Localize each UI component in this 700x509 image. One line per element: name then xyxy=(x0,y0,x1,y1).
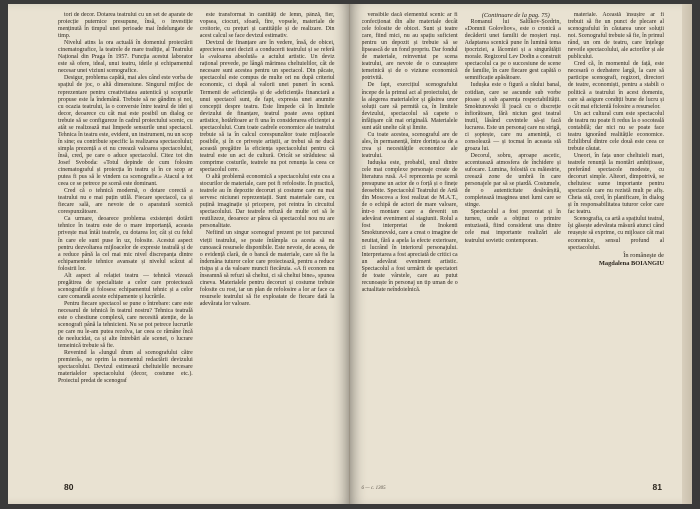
paragraph: Romanul lui Saltîkov-Șcedrin, «Domnii Golovliov», este o cronică a decăderii unei familii de moșieri ruși. Adaptarea scenică pune în lumină tema ipocriziei, a lăcomiei și a singurătății morale. Regizorul Lev Dodin a construit spectacolul ca pe o succesiune de scene de familie, în care fiecare gest capătă o semnificație apăsătoare. xyxy=(464,19,561,82)
page-number-left: 80 xyxy=(64,482,74,492)
paragraph: Nefiind un singur scenograf prezent pe tot parcursul vieții teatrului, se poate întâmpla ca acesta să nu cunoască resursele disponibile. Este nevoie, de aceea, de o evidență clară, de o bancă de materiale, care să fie la îndemâna tuturor celor care proiectează, pentru a reduce risipa și a da valoare muncii fiecăruia. «A fi econom nu înseamnă să refuzi să cheltui, ci să cheltui bine», spunea cineva. Materialele pentru decoruri și costume trebuie folosite cu rost, iar un plan de refolosire a lor ar face ca resursele teatrului să fie exploatate de fiecare dată la adevărata lor valoare. xyxy=(199,230,335,307)
paragraph: Decorul, sobru, aproape ascetic, accentuează atmosfera de închidere și sufocare. Lumina, folosită cu măiestrie, creează zone de umbră în care personajele par să se piardă. Costumele, de o autenticitate desăvârșită, completează imaginea unei lumi care se stinge. xyxy=(464,152,561,209)
right-page-column-2 xyxy=(465,12,561,478)
paragraph: Scenografia, ca artă a spațiului teatral, își găsește adevărata măsură atunci când reușește să exprime, cu mijloace cât mai economice, sensul profund al spectacolului. xyxy=(567,216,665,251)
right-page xyxy=(350,4,693,504)
right-column-3-text xyxy=(568,12,664,252)
paragraph: Nivelul atins la ora actuală în domeniul proiectării cinematografice, la teatrele de mare tradiție, al Teatrului Național din Praga în 1957. Funcția acestui laborator este să ofere, ideal, unui teatru, ideile și echipamentul necesar unei viziuni scenografice. xyxy=(58,40,193,75)
paragraph: Iudușka este o figură a răului banal, cotidian, care se ascunde sub vorbe pioase și sub aparența respectabilității. Smoktunovski îl joacă cu o discreție înfiorătoare, fără niciun gest teatral inutil, lăsând cuvintele să-și facă lucrarea. Este un personaj care nu strigă, ci șoptește, care nu amenință, ci consolează — și tocmai în aceasta stă groaza lui. xyxy=(464,82,561,152)
left-page-column-1 xyxy=(58,12,193,478)
translator-credit xyxy=(568,252,664,268)
right-page-column-3 xyxy=(568,12,664,478)
paragraph: Spectacolul a fost prezentat și în turneu, unde a obținut o primire entuziastă, fiind considerat una dintre cele mai importante realizări ale teatrului sovietic contemporan. xyxy=(464,209,561,244)
page-number-right: 81 xyxy=(652,482,662,492)
paragraph: materiale. Această însușire ar fi trebuit să fie un punct de plecare al scenografului în căutarea unor soluții noi. Scenograful trebuie să fie, în primul rând, un om de teatru, care înțelege nevoile spectacolului, ale actorilor și ale publicului. xyxy=(567,12,665,61)
paragraph: Devizul de finanțare are în vedere, însă, de obicei, aprecierea unei decizii a conducerii teatrului și se referă la «valoarea absolută» a actului artistic. Un deviz rațional prevede, pe lângă mărimea cheltuielilor, cât de necesare sunt acestea pentru un spectacol. Din păcate, spectacolul este compus de multe ori nu după criteriul economic, ci după al valorii unei puneri în scenă. Termenii de «eficiență» și de «deficiență» financiară a unui spectacol sunt, de fapt, expresia unei anumite concepții despre teatru. Este limpede că în limitele devizului de finanțare, teatrul poate avea opțiuni artistice, hotărîtoare ar fi una în considerarea eficienței a spectacolului. Cum toate cadrele economice ale teatrului trebuie să ia în calcul corespunzător toate mijloacele posibile, și în ce privește artiștii, ar trebui să ne ducă această pregătire la eficiența spectacolului pentru că teatrul este un act de cultură. Oricât se străduiesc să comprime costurile, teatrele nu pot renunța la ceea ce spectacolul cere. xyxy=(199,40,335,174)
paragraph: Desigur, problema capătă, mai ales când este vorba de spațiul de joc, o altă dimensiune. Singurul mijloc de reprezentare pentru creativitatea autentică și scopurile propuse este la îndemână. Trebuie să ne gândim și noi, cu ocazia teatrului, la o conversie între teatrul de idei și decor, deoarece cu cât mai este posibil un dialog ce trebuie să se configureze în cadrul proiectului scenic, cu atât se realizează mai limpede sensurile unui spectacol. Tehnica în teatru este, evident, un instrument, nu un scop în sine; ea contribuie specific la realizarea spectacolului; simpla prezență a ei nu creează valoarea spectacolului, însă, cred, pe care o aduce spectacolul. Citez tot din Josef Svoboda: «Totul depinde de cum folosim cinematograful și proiecția în teatru și în ce scop ar putea fi pus să le vindem ca scenografie.» Atacul a tot ceea ce se petrece pe scenă este dominant. xyxy=(58,75,193,188)
credit-prefix: În româneşte de xyxy=(623,251,665,259)
paragraph: este transformat în cantități de lemn, pânză, fier, vopsea, ciocuri, sfoară, fire, vopsele, materiale de croitorie, cu prețuri și cantitățile și de realizare. Din acest calcul se face devizul estimativ. xyxy=(199,12,335,40)
paragraph: De fapt, exercițiul scenografului începe de la primul act al proiectului, de la alegerea materialelor și găsirea unor soluții care să permită ca, în limitele devizului, spectacolul să capete o înfățișare cât mai originală. Materialele sunt atât unelte cât și limite. xyxy=(361,82,458,131)
magazine-spread xyxy=(8,4,692,504)
translator-name: Magdalena BOIANGIU xyxy=(598,259,665,267)
continuation-note: (Continuare de la pag. 75) xyxy=(481,12,550,19)
right-column-2-text xyxy=(465,19,561,245)
paragraph: Un act cultural cum este spectacolul de teatru nu poate fi redus la o socoteală contabilă; dar nici nu se poate face teatru ignorând realitățile economice. Echilibrul dintre cele două este ceea ce trebuie căutat. xyxy=(567,110,665,152)
paragraph: Cred că, în momentul de față, este necesară o dezbatere largă, la care să participe scenografi, regizori, directori de teatre, economiști, pentru a stabili o politică a teatrului în acest domeniu, care să asigure condiții bune de lucru și o cât mai eficientă folosire a resurselor. xyxy=(567,61,665,110)
left-page xyxy=(8,4,349,504)
left-page-columns xyxy=(58,12,335,478)
right-column-1-text xyxy=(362,12,458,294)
paragraph: Cu toate acestea, scenograful are de ales, în permanență, între dorința sa de a crea și necesitățile economice ale teatrului. xyxy=(361,131,458,159)
paragraph: Revenind la «lungul drum al scenografului către premieră», ne oprim la momentul redactării devizului spectacolului. Devizul estimează cheltuielile necesare materialelor spectacolului (decor, costume etc.). Proiectul predat de scenograf xyxy=(58,350,193,385)
right-page-column-1 xyxy=(362,12,458,478)
left-page-column-2 xyxy=(200,12,335,478)
page-edge xyxy=(682,4,692,504)
paragraph: Alt aspect al relației teatru — tehnică vizează pregătirea de specialitate a celor care proiectează scenografiile și folosesc echipamentul tehnic și a celor care comandă aceste echipamente și lucrările. xyxy=(58,272,193,300)
paragraph: vensibile dacă elementul scenic ar fi confecționat din alte materiale decât cele folosite de obicei. Sunt și teatre care, fiind mici, nu au spațiu suficient pentru un depozit și trebuie să se lipsească de un fond propriu. Dar fondul de materiale, reinventat pe scena teatrului, are nevoie de o cunoaștere temeinică și de o viziune economică potrivită. xyxy=(361,12,458,82)
right-page-columns xyxy=(362,12,665,478)
paragraph: O altă problemă economică a spectacolului este cea a stocurilor de materiale, care pot fi refolosite. În practică, teatrele au în depozite decoruri și costume care nu mai servesc niciunei reprezentații. Sunt materiale care, cu puțină imaginație și pricepere, pot reintra în circuitul spectacolului. Dar teatrele refuză de multe ori să le reutilizeze, deoarece ar părea că spectacolul nou nu are personalitate. xyxy=(199,174,335,230)
paragraph: tori de decor. Dotarea teatrului cu un set de aparate de proiecție puternice presupune, însă, o investiție menținută în timpul unei perioade mai îndelungate de timp. xyxy=(58,12,193,40)
paragraph: Cred că o tehnică modernă, o dotare corectă a teatrului nu e mai puțin utilă. Fiecare spectacol, ca și fiecare sală, are nevoie de o aparatură scenică corespunzătoare. xyxy=(58,188,193,216)
paragraph: Iudușka este, probabil, unul dintre cele mai complexe personaje create de literatura rusă. A-l reprezenta pe scenă presupune un actor de o forță și o finețe deosebite. Spectacolul Teatrului de Artă din Moscova a fost realizat de M.A.T., de o echipă de actori de mare valoare, într-o montare care a devenit un adevărat eveniment al stagiunii. Rolul a fost interpretat de Inokenti Smoktunovski, care a creat o imagine de neuitat, fără a apela la efecte exterioare, ci lucrând în interiorul personajului. Interpretarea a fost apreciată de critici ca un adevărat eveniment artistic. Spectacolul a fost urmărit de spectatori de toate vârstele, care au putut recunoaște în personaj un tip uman de o actualitate neîndoielnică. xyxy=(361,159,458,293)
printer-signature: 6 — c. 1305 xyxy=(361,486,386,491)
paragraph: Uneori, în fața unor cheltuieli mari, teatrele renunță la montări ambițioase, preferând spectacole modeste, cu decoruri simple. Alteori, dimpotrivă, se cheltuiesc sume importante pentru spectacole care nu rezistă mult pe afiș. Cheia stă, cred, în planificare, în dialog și în responsabilitatea tuturor celor care fac teatru. xyxy=(567,152,665,216)
paragraph: Pentru fiecare spectacol se pune o întrebare: care este necesarul de tehnică în teatrul nostru? Tehnica teatrală este o chestiune complexă, care necesită atenție, de la scenografi până la tehnicieni. Nu se pot petrece lucrurile pe care nu le-am putea rezolva, iar ceea ce rămâne încă de neelucidat, ca și alte întrebări ale scenei, o lucrare temeinică trebuie să fie. xyxy=(58,300,193,350)
paragraph: Ca urmare, deoarece problema existenței dotării tehnice în teatru este de o mare importanță, aceasta privește mai întâi teatrele, cu dotarea lor, cât și cu felul în care ele sunt puse în uz, folosite. Acestui aspect pentru dezvoltarea mijloacelor de expresie teatrală și de a reduce până la cel mai mic nivel discrepanța dintre echipamentele tehnice avansate și nivelul scăzut al folosirii lor. xyxy=(58,216,193,272)
